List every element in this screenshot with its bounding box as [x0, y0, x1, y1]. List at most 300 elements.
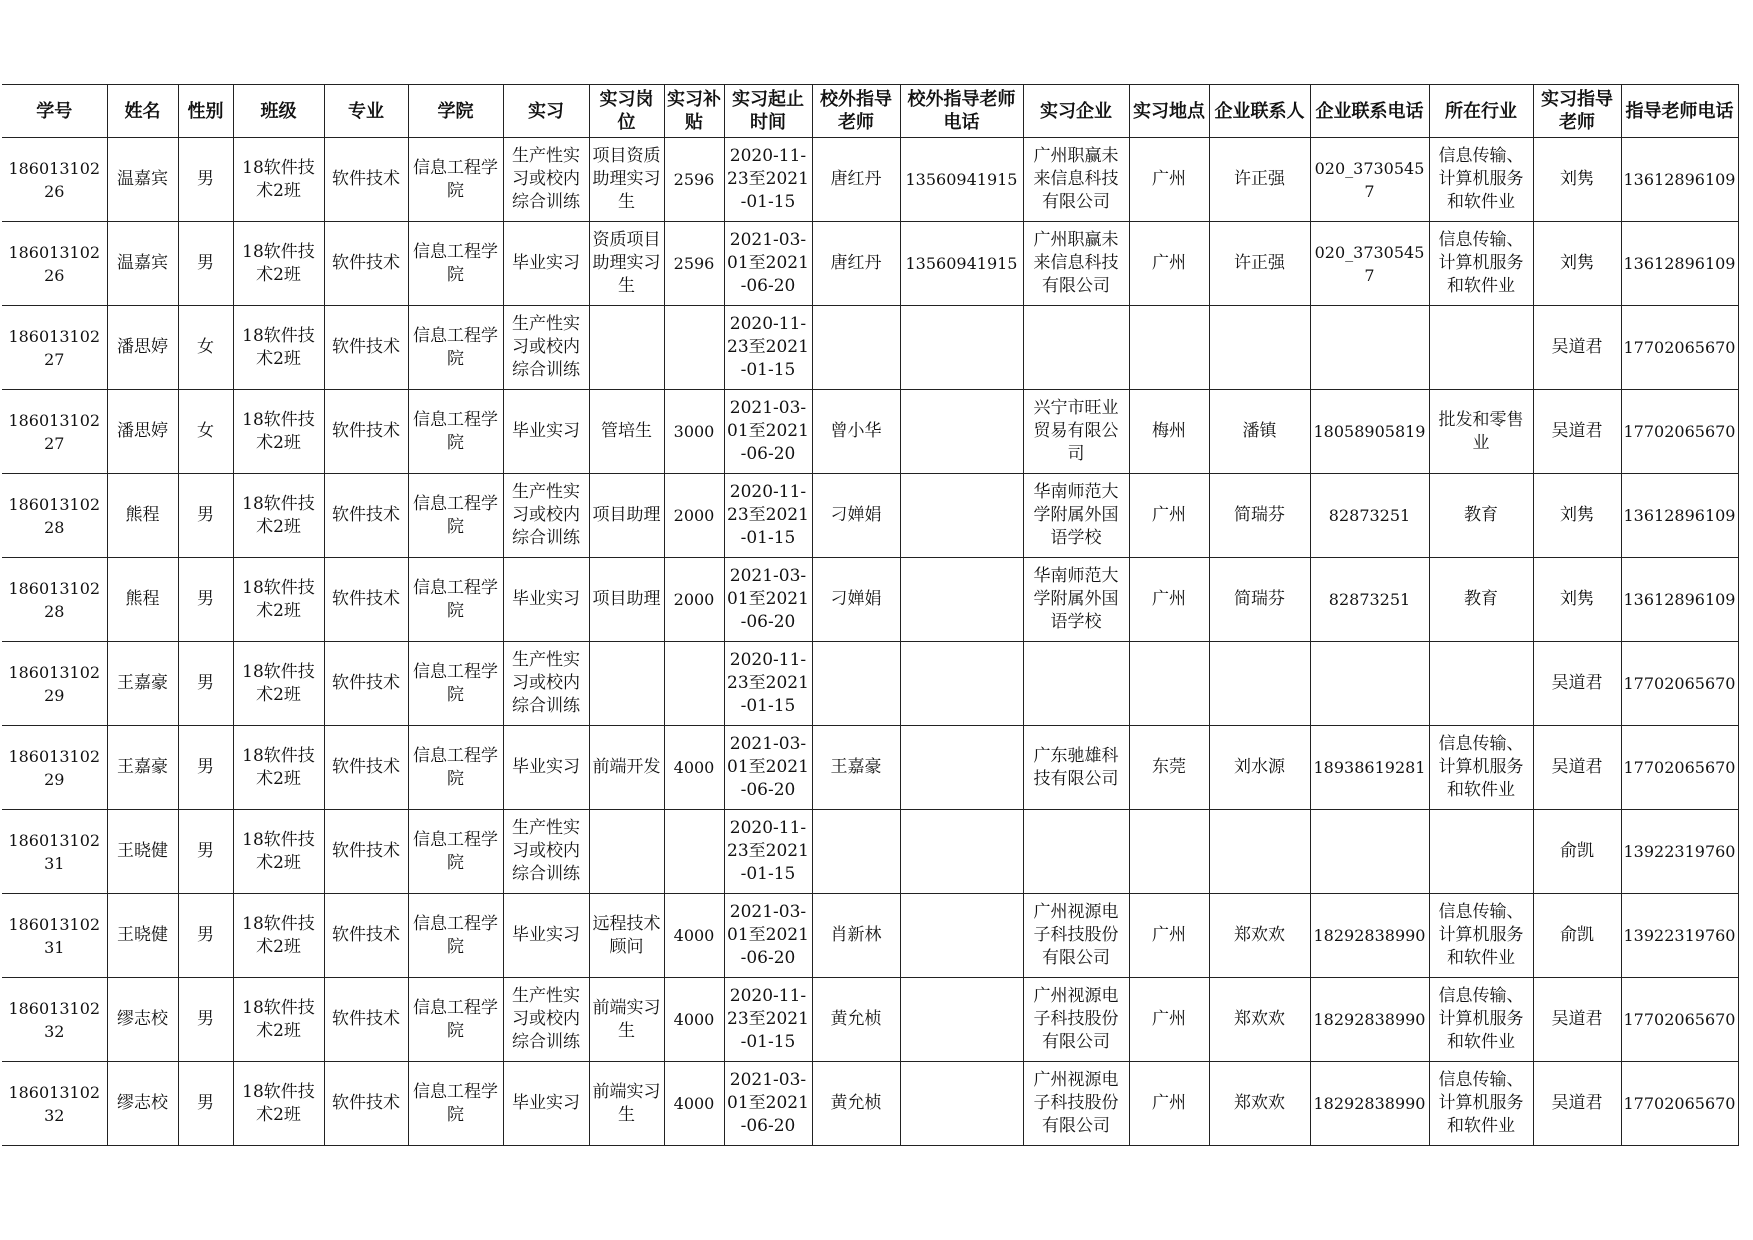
- cell-text: 毕业实习: [512, 925, 580, 945]
- cell-location: [1129, 474, 1209, 558]
- cell-text: 项目资质助理实习生: [592, 146, 661, 212]
- cell-subsidy: [664, 978, 724, 1062]
- cell-period: [724, 894, 812, 978]
- cell-name: [107, 642, 178, 726]
- cell-student-id: [2, 138, 107, 222]
- cell-text: 男: [197, 505, 214, 525]
- header-position: 实习岗位: [589, 85, 664, 138]
- cell-student-id: [2, 474, 107, 558]
- cell-text: 刁婵娟: [830, 505, 882, 525]
- cell-text: 生产性实习或校内综合训练: [512, 986, 580, 1052]
- cell-text: 前端开发: [592, 757, 661, 777]
- cell-major: [324, 810, 408, 894]
- cell-text: 刘隽: [1560, 505, 1594, 525]
- cell-text: 王嘉豪: [117, 673, 168, 693]
- cell-major: [324, 1062, 408, 1146]
- cell-location: [1129, 810, 1209, 894]
- cell-instructor: [1533, 390, 1621, 474]
- cell-text: 广州: [1152, 589, 1186, 609]
- cell-position: [589, 726, 664, 810]
- cell-student-id: [2, 726, 107, 810]
- cell-text: 潘镇: [1242, 421, 1277, 441]
- cell-company: [1023, 474, 1129, 558]
- cell-company-contact: [1209, 978, 1310, 1062]
- cell-text: 刘隽: [1560, 589, 1594, 609]
- cell-text: 18601310226: [8, 158, 101, 201]
- cell-text: 13612896109: [1623, 590, 1736, 609]
- cell-position: [589, 978, 664, 1062]
- cell-text: 男: [197, 1093, 214, 1113]
- cell-company: [1023, 222, 1129, 306]
- cell-company: [1023, 726, 1129, 810]
- cell-internship-type: [503, 810, 589, 894]
- cell-instructor: [1533, 894, 1621, 978]
- cell-text: 毕业实习: [512, 1093, 580, 1113]
- cell-text: 软件技术: [332, 421, 400, 441]
- internship-table: [2, 84, 1739, 1146]
- cell-subsidy: [664, 222, 724, 306]
- cell-text: 吴道君: [1551, 673, 1603, 693]
- cell-name: [107, 1062, 178, 1146]
- table-row: [2, 390, 1738, 474]
- cell-college: [408, 810, 503, 894]
- cell-student-id: [2, 222, 107, 306]
- cell-location: [1129, 1062, 1209, 1146]
- cell-gender: [178, 558, 233, 642]
- cell-text: 许正强: [1234, 169, 1285, 189]
- cell-major: [324, 894, 408, 978]
- cell-location: [1129, 222, 1209, 306]
- cell-gender: [178, 222, 233, 306]
- cell-company-contact: [1209, 894, 1310, 978]
- cell-instructor: [1533, 642, 1621, 726]
- cell-text: 18938619281: [1313, 758, 1426, 777]
- cell-text: 华南师范大学附属外国语学校: [1033, 566, 1119, 632]
- cell-text: 18601310227: [8, 326, 101, 369]
- cell-subsidy: [664, 810, 724, 894]
- cell-student-id: [2, 978, 107, 1062]
- cell-text: 4000: [673, 1010, 715, 1029]
- cell-company-phone: [1310, 1062, 1429, 1146]
- cell-name: [107, 978, 178, 1062]
- header-student-id: 学号: [2, 85, 107, 138]
- cell-text: 18292838990: [1313, 1094, 1426, 1113]
- cell-text: 18软件技术2班: [242, 745, 315, 789]
- cell-external-mentor-phone: [900, 978, 1023, 1062]
- cell-text: 18601310229: [8, 746, 101, 789]
- cell-text: 4000: [673, 926, 715, 945]
- cell-external-mentor-phone: [900, 474, 1023, 558]
- cell-company-phone: [1310, 306, 1429, 390]
- cell-instructor-phone: [1621, 978, 1738, 1062]
- cell-text: 18601310232: [8, 1082, 101, 1125]
- cell-text: 东莞: [1152, 757, 1186, 777]
- cell-text: 前端实习生: [592, 997, 661, 1041]
- cell-external-mentor-phone: [900, 390, 1023, 474]
- cell-internship-type: [503, 726, 589, 810]
- cell-subsidy: [664, 642, 724, 726]
- cell-text: 18软件技术2班: [242, 661, 315, 705]
- cell-industry: [1429, 978, 1533, 1062]
- cell-industry: [1429, 474, 1533, 558]
- cell-text: 18601310231: [8, 830, 101, 873]
- cell-period: [724, 138, 812, 222]
- header-industry: 所在行业: [1429, 85, 1533, 138]
- cell-text: 郑欢欢: [1234, 1093, 1285, 1113]
- cell-period: [724, 222, 812, 306]
- cell-class: [233, 810, 324, 894]
- cell-text: 吴道君: [1551, 337, 1603, 357]
- cell-text: 18601310227: [8, 410, 101, 453]
- cell-name: [107, 558, 178, 642]
- cell-text: 18601310229: [8, 662, 101, 705]
- cell-text: 许正强: [1234, 253, 1285, 273]
- cell-company-contact: [1209, 222, 1310, 306]
- cell-text: 远程技术顾问: [592, 913, 661, 957]
- cell-text: 18058905819: [1313, 422, 1426, 441]
- cell-text: 2000: [673, 506, 715, 525]
- cell-text: 18601310228: [8, 494, 101, 537]
- cell-text: 郑欢欢: [1234, 1009, 1285, 1029]
- cell-internship-type: [503, 222, 589, 306]
- cell-text: 17702065670: [1623, 338, 1736, 357]
- cell-text: 18601310232: [8, 998, 101, 1041]
- cell-text: 信息传输、计算机服务和软件业: [1438, 734, 1524, 800]
- cell-text: 18292838990: [1313, 926, 1426, 945]
- cell-class: [233, 222, 324, 306]
- cell-company: [1023, 978, 1129, 1062]
- cell-external-mentor-phone: [900, 222, 1023, 306]
- cell-text: 2020-11-23至2021-01-15: [727, 986, 809, 1052]
- cell-major: [324, 222, 408, 306]
- cell-position: [589, 306, 664, 390]
- cell-text: 广州: [1152, 1009, 1186, 1029]
- cell-internship-type: [503, 306, 589, 390]
- cell-text: 17702065670: [1623, 674, 1736, 693]
- cell-text: 82873251: [1328, 590, 1411, 609]
- table-body: [2, 138, 1738, 1146]
- cell-text: 2020-11-23至2021-01-15: [727, 650, 809, 716]
- cell-company-phone: [1310, 222, 1429, 306]
- cell-subsidy: [664, 306, 724, 390]
- cell-location: [1129, 306, 1209, 390]
- cell-major: [324, 558, 408, 642]
- table-row: [2, 642, 1738, 726]
- cell-text: 软件技术: [332, 1009, 400, 1029]
- cell-college: [408, 306, 503, 390]
- cell-location: [1129, 558, 1209, 642]
- cell-external-mentor-phone: [900, 894, 1023, 978]
- cell-student-id: [2, 306, 107, 390]
- cell-period: [724, 810, 812, 894]
- cell-text: 2000: [673, 590, 715, 609]
- table-row: [2, 894, 1738, 978]
- cell-text: 18软件技术2班: [242, 157, 315, 201]
- header-major: 专业: [324, 85, 408, 138]
- cell-text: 2596: [673, 170, 715, 189]
- cell-text: 2021-03-01至2021-06-20: [727, 230, 809, 296]
- cell-company-phone: [1310, 138, 1429, 222]
- cell-company: [1023, 558, 1129, 642]
- cell-text: 唐红丹: [830, 253, 882, 273]
- cell-internship-type: [503, 978, 589, 1062]
- cell-internship-type: [503, 1062, 589, 1146]
- cell-instructor-phone: [1621, 726, 1738, 810]
- cell-external-mentor-phone: [900, 810, 1023, 894]
- cell-text: 项目助理: [592, 505, 661, 525]
- table-row: [2, 558, 1738, 642]
- cell-text: 信息传输、计算机服务和软件业: [1438, 1070, 1524, 1136]
- cell-text: 信息工程学院: [413, 745, 498, 789]
- cell-industry: [1429, 138, 1533, 222]
- cell-industry: [1429, 558, 1533, 642]
- cell-location: [1129, 642, 1209, 726]
- cell-text: 缪志校: [117, 1093, 168, 1113]
- cell-class: [233, 726, 324, 810]
- cell-external-mentor: [812, 894, 900, 978]
- cell-text: 广州视源电子科技股份有限公司: [1033, 902, 1119, 968]
- cell-text: 毕业实习: [512, 421, 580, 441]
- cell-text: 吴道君: [1551, 757, 1603, 777]
- cell-gender: [178, 390, 233, 474]
- cell-text: 18601310228: [8, 578, 101, 621]
- cell-name: [107, 894, 178, 978]
- cell-period: [724, 390, 812, 474]
- cell-text: 广东驰雄科技有限公司: [1033, 745, 1119, 789]
- cell-external-mentor: [812, 306, 900, 390]
- cell-class: [233, 390, 324, 474]
- cell-subsidy: [664, 1062, 724, 1146]
- cell-text: 生产性实习或校内综合训练: [512, 650, 580, 716]
- cell-company-contact: [1209, 1062, 1310, 1146]
- cell-text: 毕业实习: [512, 253, 580, 273]
- cell-position: [589, 894, 664, 978]
- cell-industry: [1429, 390, 1533, 474]
- cell-text: 广州视源电子科技股份有限公司: [1033, 986, 1119, 1052]
- cell-company-phone: [1310, 558, 1429, 642]
- cell-external-mentor: [812, 138, 900, 222]
- cell-instructor: [1533, 726, 1621, 810]
- cell-text: 王嘉豪: [117, 757, 168, 777]
- cell-text: 2020-11-23至2021-01-15: [727, 146, 809, 212]
- cell-subsidy: [664, 474, 724, 558]
- cell-text: 18软件技术2班: [242, 997, 315, 1041]
- cell-college: [408, 726, 503, 810]
- cell-major: [324, 474, 408, 558]
- cell-position: [589, 1062, 664, 1146]
- cell-class: [233, 642, 324, 726]
- cell-college: [408, 558, 503, 642]
- cell-instructor-phone: [1621, 222, 1738, 306]
- cell-text: 信息传输、计算机服务和软件业: [1438, 146, 1524, 212]
- cell-major: [324, 138, 408, 222]
- header-row: [2, 85, 1738, 138]
- cell-text: 软件技术: [332, 841, 400, 861]
- cell-text: 黄允桢: [830, 1009, 882, 1029]
- cell-text: 2596: [673, 254, 715, 273]
- table-row: [2, 978, 1738, 1062]
- cell-company-contact: [1209, 642, 1310, 726]
- cell-text: 13612896109: [1623, 170, 1736, 189]
- cell-text: 教育: [1464, 589, 1498, 609]
- cell-text: 信息传输、计算机服务和软件业: [1438, 230, 1524, 296]
- cell-college: [408, 1062, 503, 1146]
- cell-text: 毕业实习: [512, 589, 580, 609]
- cell-text: 17702065670: [1623, 1094, 1736, 1113]
- cell-text: 广州: [1152, 505, 1186, 525]
- cell-internship-type: [503, 138, 589, 222]
- cell-text: 女: [197, 421, 214, 441]
- cell-text: 唐红丹: [830, 169, 882, 189]
- cell-text: 信息工程学院: [413, 157, 498, 201]
- cell-text: 广州职赢未来信息科技有限公司: [1033, 146, 1119, 212]
- cell-text: 潘思婷: [117, 421, 168, 441]
- cell-company-phone: [1310, 810, 1429, 894]
- cell-major: [324, 642, 408, 726]
- cell-text: 生产性实习或校内综合训练: [512, 314, 580, 380]
- header-company-contact: 企业联系人: [1209, 85, 1310, 138]
- cell-text: 资质项目助理实习生: [592, 230, 661, 296]
- cell-text: 18601310231: [8, 914, 101, 957]
- cell-text: 男: [197, 757, 214, 777]
- cell-subsidy: [664, 894, 724, 978]
- cell-text: 生产性实习或校内综合训练: [512, 482, 580, 548]
- cell-gender: [178, 642, 233, 726]
- cell-text: 18软件技术2班: [242, 1081, 315, 1125]
- cell-internship-type: [503, 894, 589, 978]
- cell-position: [589, 138, 664, 222]
- cell-text: 王晓健: [117, 841, 168, 861]
- cell-text: 2021-03-01至2021-06-20: [727, 734, 809, 800]
- cell-text: 男: [197, 925, 214, 945]
- cell-company-contact: [1209, 306, 1310, 390]
- cell-company: [1023, 894, 1129, 978]
- cell-company-phone: [1310, 474, 1429, 558]
- cell-name: [107, 138, 178, 222]
- cell-company-phone: [1310, 642, 1429, 726]
- cell-text: 王晓健: [117, 925, 168, 945]
- cell-class: [233, 1062, 324, 1146]
- cell-text: 郑欢欢: [1234, 925, 1285, 945]
- header-period: 实习起止时间: [724, 85, 812, 138]
- cell-text: 男: [197, 841, 214, 861]
- header-external-mentor-phone: 校外指导老师电话: [900, 85, 1023, 138]
- cell-major: [324, 978, 408, 1062]
- cell-gender: [178, 138, 233, 222]
- cell-instructor: [1533, 138, 1621, 222]
- cell-text: 4000: [673, 1094, 715, 1113]
- cell-position: [589, 222, 664, 306]
- cell-student-id: [2, 558, 107, 642]
- cell-external-mentor: [812, 390, 900, 474]
- cell-text: 信息工程学院: [413, 829, 498, 873]
- cell-industry: [1429, 306, 1533, 390]
- cell-college: [408, 894, 503, 978]
- cell-class: [233, 306, 324, 390]
- cell-text: 俞凯: [1560, 925, 1594, 945]
- cell-text: 18软件技术2班: [242, 325, 315, 369]
- cell-text: 信息工程学院: [413, 325, 498, 369]
- header-instructor: 实习指导老师: [1533, 85, 1621, 138]
- cell-text: 13560941915: [905, 254, 1018, 273]
- cell-instructor-phone: [1621, 390, 1738, 474]
- cell-period: [724, 306, 812, 390]
- cell-text: 13612896109: [1623, 506, 1736, 525]
- cell-text: 2020-11-23至2021-01-15: [727, 482, 809, 548]
- cell-location: [1129, 978, 1209, 1062]
- header-location: 实习地点: [1129, 85, 1209, 138]
- cell-external-mentor: [812, 726, 900, 810]
- cell-period: [724, 978, 812, 1062]
- cell-text: 刘水源: [1234, 757, 1285, 777]
- cell-text: 批发和零售业: [1438, 409, 1524, 453]
- cell-external-mentor: [812, 222, 900, 306]
- cell-text: 项目助理: [592, 589, 661, 609]
- cell-text: 软件技术: [332, 505, 400, 525]
- cell-position: [589, 558, 664, 642]
- cell-text: 17702065670: [1623, 422, 1736, 441]
- cell-text: 俞凯: [1560, 841, 1594, 861]
- cell-position: [589, 474, 664, 558]
- cell-text: 020_37305457: [1314, 158, 1425, 201]
- cell-instructor: [1533, 810, 1621, 894]
- cell-gender: [178, 1062, 233, 1146]
- cell-text: 2020-11-23至2021-01-15: [727, 818, 809, 884]
- cell-location: [1129, 138, 1209, 222]
- cell-instructor: [1533, 474, 1621, 558]
- cell-period: [724, 726, 812, 810]
- header-company-phone: 企业联系电话: [1310, 85, 1429, 138]
- cell-external-mentor-phone: [900, 726, 1023, 810]
- cell-company: [1023, 390, 1129, 474]
- header-external-mentor: 校外指导老师: [812, 85, 900, 138]
- cell-subsidy: [664, 558, 724, 642]
- cell-company: [1023, 138, 1129, 222]
- cell-text: 教育: [1464, 505, 1498, 525]
- cell-text: 13560941915: [905, 170, 1018, 189]
- cell-instructor-phone: [1621, 894, 1738, 978]
- cell-industry: [1429, 810, 1533, 894]
- cell-location: [1129, 390, 1209, 474]
- cell-external-mentor-phone: [900, 306, 1023, 390]
- cell-text: 广州: [1152, 925, 1186, 945]
- cell-text: 软件技术: [332, 673, 400, 693]
- cell-text: 男: [197, 589, 214, 609]
- cell-subsidy: [664, 138, 724, 222]
- cell-college: [408, 474, 503, 558]
- cell-text: 缪志校: [117, 1009, 168, 1029]
- table-row: [2, 222, 1738, 306]
- cell-company-contact: [1209, 138, 1310, 222]
- cell-gender: [178, 474, 233, 558]
- cell-gender: [178, 306, 233, 390]
- cell-name: [107, 726, 178, 810]
- cell-industry: [1429, 894, 1533, 978]
- cell-instructor-phone: [1621, 1062, 1738, 1146]
- cell-internship-type: [503, 474, 589, 558]
- cell-text: 信息工程学院: [413, 913, 498, 957]
- cell-company-phone: [1310, 726, 1429, 810]
- cell-external-mentor-phone: [900, 138, 1023, 222]
- table-row: [2, 306, 1738, 390]
- cell-company: [1023, 810, 1129, 894]
- cell-external-mentor: [812, 642, 900, 726]
- header-internship-type: 实习: [503, 85, 589, 138]
- cell-period: [724, 474, 812, 558]
- cell-text: 020_37305457: [1314, 242, 1425, 285]
- cell-class: [233, 894, 324, 978]
- cell-student-id: [2, 894, 107, 978]
